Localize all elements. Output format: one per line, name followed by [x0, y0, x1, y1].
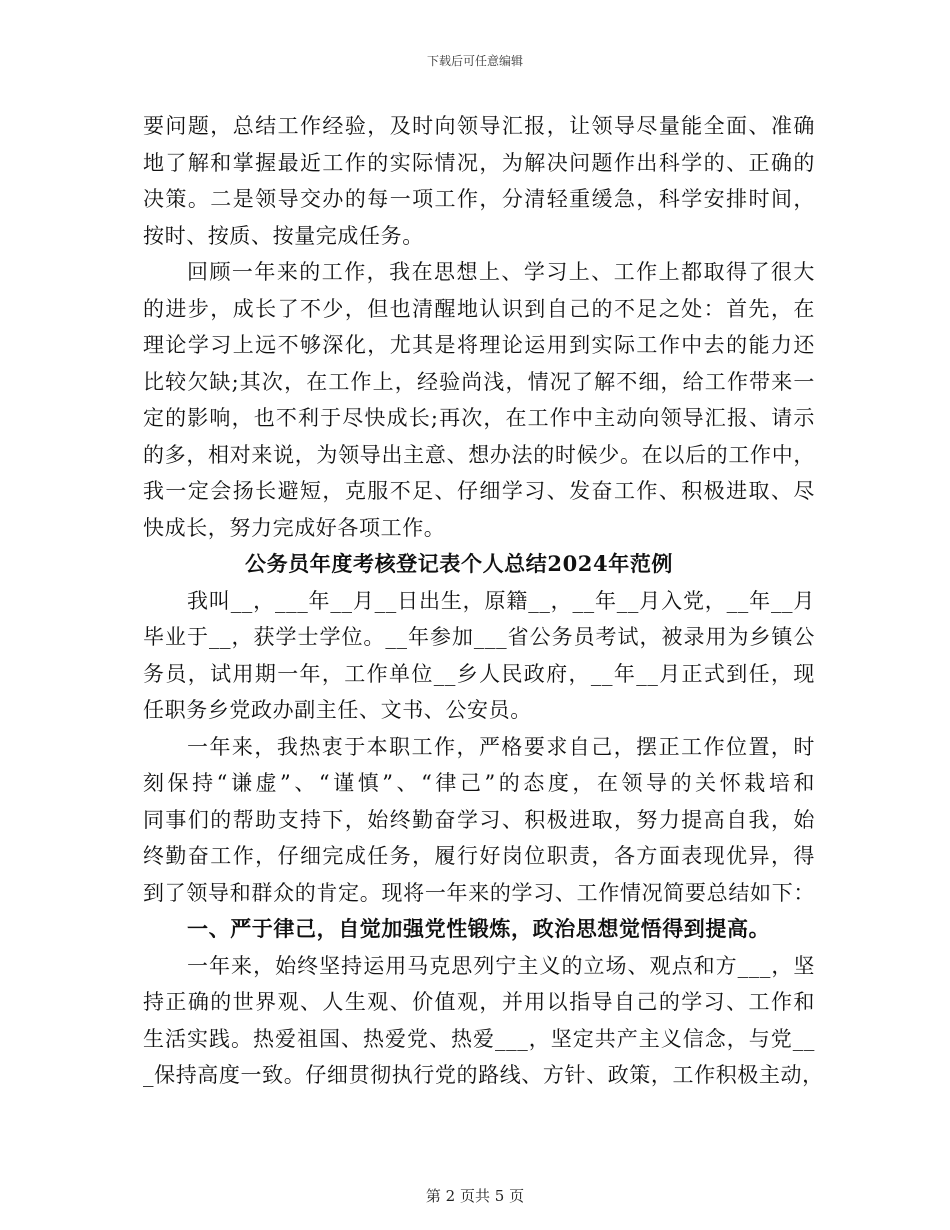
paragraph-line: 一年来，始终坚持运用马克思列宁主义的立场、观点和方___，坚: [187, 953, 815, 978]
paragraph-line: 我一定会扬长避短，克服不足、仔细学习、发奋工作、积极进取、尽: [143, 479, 815, 503]
page-header: 下载后可任意编辑: [426, 54, 523, 68]
paragraph-line: 定的影响，也不利于尽快成长;再次，在工作中主动向领导汇报、请示: [143, 406, 815, 430]
document-body: [143, 108, 824, 1094]
paragraph-line: 同事们的帮助支持下，始终勤奋学习、积极进取，努力提高自我，始: [143, 807, 815, 832]
paragraph-line: 我叫__，___年__月__日出生，原籍__，__年__月入党，__年__月: [187, 588, 815, 613]
paragraph-line: 地了解和掌握最近工作的实际情况，为解决问题作出科学的、正确的: [143, 150, 815, 175]
subsection-heading: 一、严于律己，自觉加强党性锻炼，政治思想觉悟得到提高。: [187, 916, 771, 941]
paragraph-line: 决策。二是领导交办的每一项工作，分清轻重缓急，科学安排时间，: [143, 187, 815, 211]
paragraph-line: 比较欠缺;其次，在工作上，经验尚浅，情况了解不细，给工作带来一: [143, 369, 815, 394]
paragraph-line: 务员，试用期一年，工作单位__乡人民政府，__年__月正式到任，现: [143, 661, 815, 686]
paragraph-line: 按时、按质、按量完成任务。: [143, 223, 424, 248]
paragraph-line: 持正确的世界观、人生观、价值观，并用以指导自己的学习、工作和: [143, 990, 815, 1014]
page-footer: 第 2 页共 5 页: [425, 1187, 525, 1205]
paragraph-line: 到了领导和群众的肯定。现将一年来的学习、工作情况简要总结如下：: [143, 880, 815, 905]
paragraph-line: 理论学习上远不够深化，尤其是将理论运用到实际工作中去的能力还: [143, 333, 815, 357]
paragraph-line: 生活实践。热爱祖国、热爱党、热爱___，坚定共产主义信念，与党__: [143, 1026, 815, 1051]
paragraph-line: 一年来，我热衷于本职工作，严格要求自己，摆正工作位置，时: [187, 734, 815, 759]
paragraph-line: _保持高度一致。仔细贯彻执行党的路线、方针、政策，工作积极主动，: [143, 1063, 824, 1087]
paragraph-line: 的进步，成长了不少，但也清醒地认识到自己的不足之处：首先，在: [143, 296, 815, 321]
paragraph-line: 刻保持“谦虚”、“谨慎”、“律己”的态度，在领导的关怀栽培和: [143, 771, 815, 795]
paragraph-line: 任职务乡党政办副主任、文书、公安员。: [143, 698, 532, 722]
paragraph-line: 回顾一年来的工作，我在思想上、学习上、工作上都取得了很大: [187, 260, 815, 284]
paragraph-line: 毕业于__，获学士学位。__年参加___省公务员考试，被录用为乡镇公: [143, 625, 815, 649]
section-title: 公务员年度考核登记表个人总结2024年范例: [244, 551, 674, 576]
paragraph-line: 快成长，努力完成好各项工作。: [143, 515, 446, 540]
paragraph-line: 要问题，总结工作经验，及时向领导汇报，让领导尽量能全面、准确: [143, 114, 815, 138]
paragraph-line: 的多，相对来说，为领导出主意、想办法的时候少。在以后的工作中，: [143, 442, 815, 467]
paragraph-line: 终勤奋工作，仔细完成任务，履行好岗位职责，各方面表现优异，得: [143, 844, 815, 868]
